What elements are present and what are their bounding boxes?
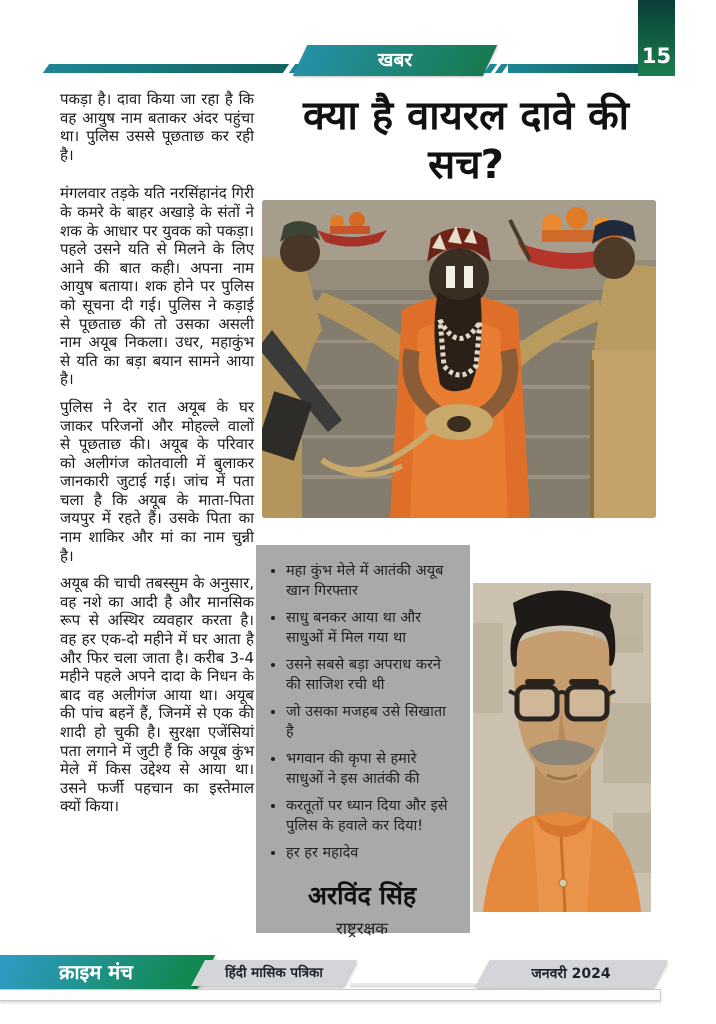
page-number: 15 [641, 44, 672, 68]
footer-issue-date: जनवरी 2024 [531, 966, 611, 982]
quote-bullet: • करतूतों पर ध्यान दिया और इसे पुलिस के हवाले कर दिया! [286, 796, 458, 836]
header-stripe [495, 64, 508, 73]
article-paragraph: पकड़ा है। दावा किया जा रहा है कि वह आयुष नाम बताकर अंदर पहुंचा था। पुलिस उससे पूछताछ कर रही है। [60, 90, 254, 164]
author-photo [473, 583, 651, 912]
headline: क्या है वायरल दावे की सच? [302, 93, 630, 188]
quote-bullet: • भगवान की कृपा से हमारे साधुओं ने इस आतंकी की [286, 749, 458, 789]
header-rule-right [508, 64, 640, 73]
article-column [60, 90, 254, 825]
footer-magazine-banner [0, 955, 215, 990]
footer-tagline-banner [191, 960, 357, 986]
article-paragraph: पुलिस ने देर रात अयूब के घर जाकर परिजनों और मोहल्ले वालों से पूछताछ की। अयूब के परिवार को अलीगंज कोतवाली में बुलाकर जानकारी जुटाई गई। जांच में पता चला है कि अयूब के माता-पिता जयपुर में रहते हैं। उसके पिता का नाम शाकिर और मां का नाम चुन्नी है। [60, 397, 254, 565]
author-title: राष्ट्ररक्षक [336, 919, 388, 938]
footer-base-strip [0, 989, 661, 1001]
quote-bullet: • साधु बनकर आया था और साधुओं में मिल गया था [286, 608, 458, 648]
section-label: खबर [377, 49, 413, 71]
header-rule-left [43, 64, 289, 73]
quote-bullet-list [266, 561, 458, 870]
quote-bullet: • जो उसका मजहब उसे सिखाता है [286, 702, 458, 742]
article-paragraph: अयूब की चाची तबस्सुम के अनुसार, वह नशे का आदी है और मानसिक रूप से अस्थिर व्यवहार करता है। वह हर एक-दो महीने में घर आता है और फिर चला जाता है। करीब 3-4 महीने पहले अपने दादा के निधन के बाद वह अलीगंज आया था। अयूब की पांच बहनें हैं, जिनमें से एक की शादी हो चुकी है। सुरक्षा एजेंसियां पता लगाने में जुटी हैं कि अयूब कुंभ मेले में किस उद्देश्य से आया था। उसने फर्जी पहचान का इस्तेमाल क्यों किया। [60, 574, 254, 816]
quote-box [256, 545, 470, 938]
page-number-box [638, 0, 675, 76]
arrest-photo [262, 200, 656, 518]
quote-bullet: • हर हर महादेव [286, 843, 458, 863]
section-banner [293, 45, 497, 76]
quote-bullet: • महा कुंभ मेले में आतंकी अयूब खान गिरफ्तार [286, 561, 458, 601]
quote-bullet: • उसने सबसे बड़ा अपराध करने की साजिश रची थी [286, 655, 458, 695]
footer-issue-banner [475, 960, 668, 988]
article-paragraph: मंगलवार तड़के यति नरसिंहानंद गिरी के कमरे के बाहर अखाड़े के संतों ने शक के आधार पर युवक को पकड़ा। पहले उसने यति से मिलने के लिए आने की बात कही। अपना नाम आयुष बताया। शक होने पर पुलिस को सूचना दी गई। पुलिस ने कड़ाई से पूछताछ की तो उसका असली नाम अयूब निकला। उधर, महाकुंभ से यति का बड़ा बयान सामने आया है। [60, 184, 254, 389]
footer-tagline: हिंदी मासिक पत्रिका [225, 965, 323, 981]
footer-connector-line [350, 983, 490, 986]
footer-magazine-name: क्राइम मंच [59, 960, 133, 984]
author-name: अरविंद सिंह [307, 881, 417, 910]
